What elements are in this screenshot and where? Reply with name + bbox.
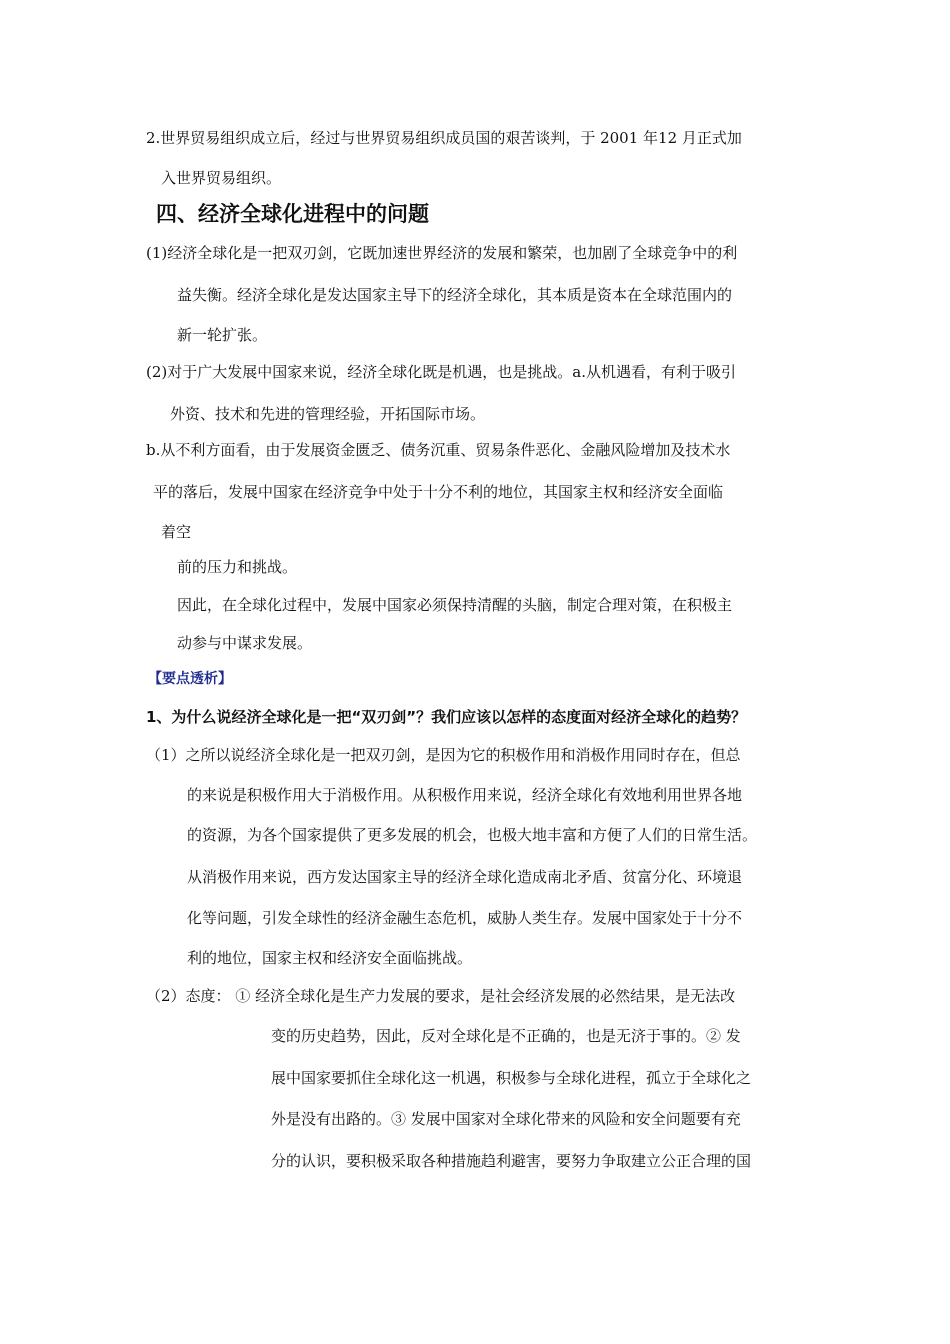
answer-line: 外是没有出路的。③ 发展中国家对全球化带来的风险和安全问题要有充 bbox=[271, 1110, 741, 1128]
answer-line: 分的认识，要积极采取各种措施趋利避害，要努力争取建立公正合理的国 bbox=[271, 1152, 752, 1170]
paragraph-line: (1)经济全球化是一把双刃剑，它既加速世界经济的发展和繁荣，也加剧了全球竞争中的利 bbox=[146, 244, 738, 262]
answer-line: 的资源，为各个国家提供了更多发展的机会，也极大地丰富和方便了人们的日常生活。 bbox=[187, 826, 758, 844]
paragraph-line: 因此，在全球化过程中，发展中国家必须保持清醒的头脑，制定合理对策，在积极主 bbox=[177, 596, 733, 614]
answer-line: 利的地位，国家主权和经济安全面临挑战。 bbox=[187, 949, 473, 967]
paragraph-line: 2.世界贸易组织成立后，经过与世界贸易组织成员国的艰苦谈判，于 2001 年12 月正式加 bbox=[146, 129, 742, 147]
answer-line: （2）态度： ① 经济全球化是生产力发展的要求，是社会经济发展的必然结果，是无法改 bbox=[146, 987, 736, 1005]
paragraph-line: 外资、技术和先进的管理经验，开拓国际市场。 bbox=[170, 405, 486, 423]
paragraph-line: 平的落后，发展中国家在经济竞争中处于十分不利的地位，其国家主权和经济安全面临 bbox=[153, 483, 724, 501]
paragraph-line: 动参与中谋求发展。 bbox=[177, 634, 313, 652]
paragraph-line: 益失衡。经济全球化是发达国家主导下的经济全球化，其本质是资本在全球范围内的 bbox=[177, 286, 733, 304]
paragraph-line: 入世界贸易组织。 bbox=[161, 169, 282, 187]
section-heading: 四、经济全球化进程中的问题 bbox=[156, 202, 429, 226]
answer-line: 展中国家要抓住全球化这一机遇，积极参与全球化进程，孤立于全球化之 bbox=[271, 1069, 752, 1087]
question-heading: 1、为什么说经济全球化是一把“双刃剑”？我们应该以怎样的态度面对经济全球化的趋势？ bbox=[146, 708, 747, 726]
answer-line: 从消极作用来说，西方发达国家主导的经济全球化造成南北矛盾、贫富分化、环境退 bbox=[187, 868, 743, 886]
paragraph-line: b.从不利方面看，由于发展资金匮乏、债务沉重、贸易条件恶化、金融风险增加及技术水 bbox=[146, 441, 731, 459]
paragraph-line: 新一轮扩张。 bbox=[177, 326, 268, 344]
answer-line: 化等问题，引发全球性的经济金融生态危机，威胁人类生存。发展中国家处于十分不 bbox=[187, 909, 743, 927]
paragraph-line: (2)对于广大发展中国家来说，经济全球化既是机遇，也是挑战。a.从机遇看，有利于吸引 bbox=[146, 363, 736, 381]
paragraph-line: 着空 bbox=[161, 523, 192, 541]
answer-line: 变的历史趋势，因此，反对全球化是不正确的，也是无济于事的。② 发 bbox=[271, 1027, 741, 1045]
paragraph-line: 前的压力和挑战。 bbox=[177, 558, 298, 576]
answer-line: 的来说是积极作用大于消极作用。从积极作用来说，经济全球化有效地利用世界各地 bbox=[187, 786, 743, 804]
answer-line: （1）之所以说经济全球化是一把双刃剑，是因为它的积极作用和消极作用同时存在，但总 bbox=[146, 746, 741, 764]
key-points-tag: 【要点透析】 bbox=[148, 671, 232, 687]
